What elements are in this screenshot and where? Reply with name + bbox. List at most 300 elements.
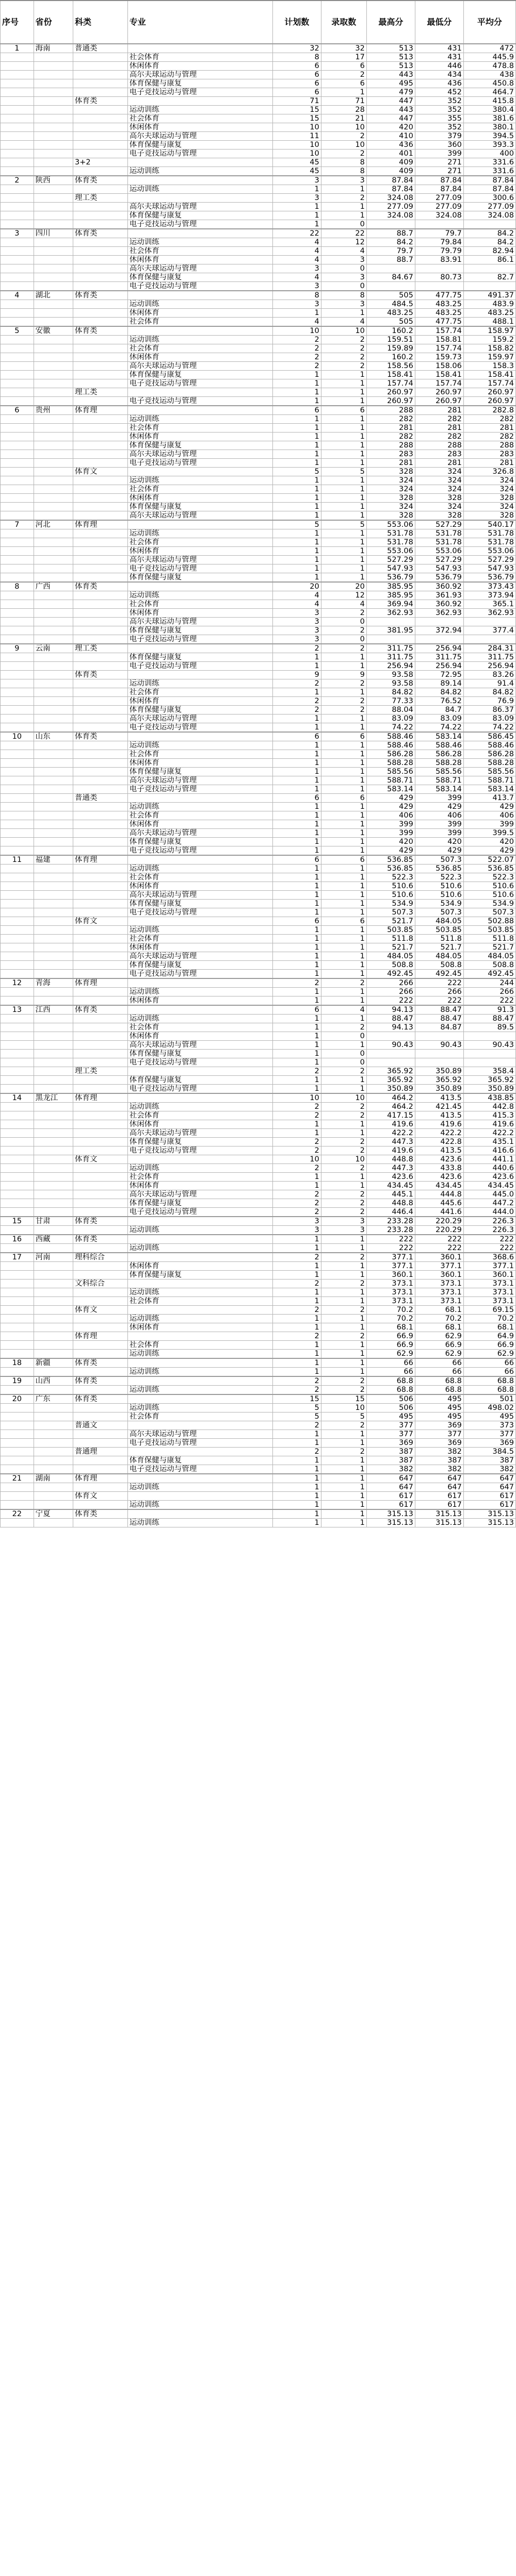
table-row — [1, 671, 516, 679]
major-cell: 运动训练 — [127, 988, 272, 996]
min-score-cell — [415, 1032, 463, 1041]
admitted-cell: 6 — [321, 794, 366, 803]
category-cell — [73, 556, 128, 564]
category-cell — [73, 1368, 128, 1377]
table-row — [1, 1103, 516, 1111]
min-score-cell: 352 — [415, 106, 463, 114]
province-cell — [34, 71, 73, 79]
min-score-cell: 220.29 — [415, 1226, 463, 1235]
min-score-cell: 617 — [415, 1501, 463, 1510]
seq-cell — [1, 114, 34, 123]
min-score-cell: 66 — [415, 1368, 463, 1377]
province-cell — [34, 114, 73, 123]
admitted-cell: 8 — [321, 158, 366, 167]
admitted-cell: 1 — [321, 388, 366, 397]
category-cell — [73, 891, 128, 900]
min-score-cell: 617 — [415, 1492, 463, 1501]
plan-cell: 1 — [272, 1271, 321, 1279]
seq-cell — [1, 53, 34, 62]
min-score-cell — [415, 220, 463, 229]
seq-cell — [1, 388, 34, 397]
category-cell — [73, 697, 128, 706]
avg-score-cell: 66 — [463, 1368, 515, 1377]
category-cell: 体育类 — [73, 582, 128, 591]
table-row — [1, 714, 516, 723]
major-cell: 运动训练 — [127, 476, 272, 485]
province-cell — [34, 996, 73, 1006]
province-cell — [34, 865, 73, 873]
admitted-cell: 1 — [321, 935, 366, 943]
seq-cell — [1, 1368, 34, 1377]
admitted-cell: 10 — [321, 1404, 366, 1412]
max-score-cell: 87.84 — [366, 185, 415, 194]
plan-cell: 1 — [272, 459, 321, 468]
province-cell — [34, 1332, 73, 1341]
min-score-cell: 362.93 — [415, 609, 463, 618]
avg-score-cell: 406 — [463, 811, 515, 820]
avg-score-cell: 284.31 — [463, 644, 515, 653]
max-score-cell: 311.75 — [366, 653, 415, 662]
table-row — [1, 282, 516, 291]
max-score-cell: 406 — [366, 811, 415, 820]
admitted-cell: 1 — [321, 943, 366, 952]
plan-cell: 15 — [272, 106, 321, 114]
category-cell — [73, 1288, 128, 1297]
table-row — [1, 247, 516, 256]
seq-cell — [1, 318, 34, 327]
seq-cell — [1, 952, 34, 961]
table-row — [1, 256, 516, 264]
min-score-cell: 328 — [415, 494, 463, 503]
province-cell — [34, 1404, 73, 1412]
min-score-cell: 434 — [415, 71, 463, 79]
major-cell: 电子竞技运动与管理 — [127, 908, 272, 917]
plan-cell: 2 — [272, 1332, 321, 1341]
seq-cell — [1, 1067, 34, 1076]
table-row — [1, 1501, 516, 1510]
major-cell: 高尔夫球运动与管理 — [127, 71, 272, 79]
major-cell — [127, 978, 272, 988]
plan-cell: 10 — [272, 1155, 321, 1164]
min-score-cell: 377 — [415, 1430, 463, 1439]
avg-score-cell: 419.6 — [463, 1120, 515, 1129]
major-cell: 休闲体育 — [127, 820, 272, 829]
plan-cell: 1 — [272, 1244, 321, 1253]
admitted-cell: 8 — [321, 291, 366, 300]
admitted-cell: 0 — [321, 220, 366, 229]
province-cell — [34, 336, 73, 344]
table-row — [1, 71, 516, 79]
min-score-cell: 588.71 — [415, 776, 463, 785]
category-cell: 体育类 — [73, 326, 128, 336]
seq-cell — [1, 547, 34, 556]
seq-cell — [1, 1448, 34, 1456]
admitted-cell: 1 — [321, 865, 366, 873]
avg-score-cell: 501 — [463, 1394, 515, 1404]
min-score-cell: 406 — [415, 811, 463, 820]
avg-score-cell: 87.84 — [463, 185, 515, 194]
plan-cell: 3 — [272, 282, 321, 291]
min-score-cell: 373.1 — [415, 1297, 463, 1306]
province-cell — [34, 1226, 73, 1235]
max-score-cell: 288 — [366, 406, 415, 415]
avg-score-cell: 434.45 — [463, 1182, 515, 1190]
avg-score-cell: 324 — [463, 485, 515, 494]
province-cell — [34, 750, 73, 759]
plan-cell: 2 — [272, 706, 321, 714]
max-score-cell: 328 — [366, 511, 415, 521]
admitted-cell: 0 — [321, 635, 366, 644]
plan-cell: 1 — [272, 1050, 321, 1058]
plan-cell: 1 — [272, 723, 321, 733]
avg-score-cell: 521.7 — [463, 943, 515, 952]
admitted-cell: 22 — [321, 229, 366, 238]
seq-cell — [1, 476, 34, 485]
province-cell — [34, 759, 73, 768]
category-cell — [73, 123, 128, 132]
avg-score-cell: 157.74 — [463, 379, 515, 388]
seq-cell: 16 — [1, 1235, 34, 1244]
avg-score-cell — [463, 618, 515, 626]
seq-cell — [1, 1412, 34, 1421]
table-row — [1, 441, 516, 450]
plan-cell: 1 — [272, 662, 321, 671]
major-cell — [127, 1376, 272, 1386]
major-cell: 高尔夫球运动与管理 — [127, 203, 272, 211]
table-row — [1, 1386, 516, 1395]
avg-score-cell: 86.37 — [463, 706, 515, 714]
category-cell — [73, 256, 128, 264]
admitted-cell: 1 — [321, 803, 366, 811]
table-row — [1, 53, 516, 62]
min-score-cell: 68.8 — [415, 1376, 463, 1386]
max-score-cell: 586.28 — [366, 750, 415, 759]
table-row — [1, 176, 516, 185]
major-cell: 体育保健与康复 — [127, 838, 272, 846]
avg-score-cell: 450.8 — [463, 79, 515, 88]
category-cell: 文科综合 — [73, 1279, 128, 1288]
plan-cell: 1 — [272, 741, 321, 750]
category-cell — [73, 741, 128, 750]
min-score-cell: 495 — [415, 1394, 463, 1404]
table-row — [1, 644, 516, 653]
max-score-cell: 445.1 — [366, 1190, 415, 1199]
admitted-cell: 1 — [321, 1120, 366, 1129]
plan-cell: 3 — [272, 300, 321, 309]
major-cell: 电子竞技运动与管理 — [127, 1146, 272, 1155]
seq-cell — [1, 917, 34, 926]
seq-cell — [1, 626, 34, 635]
max-score-cell — [366, 635, 415, 644]
avg-score-cell: 531.78 — [463, 529, 515, 538]
plan-cell: 1 — [272, 873, 321, 882]
province-cell — [34, 1501, 73, 1510]
category-cell — [73, 1271, 128, 1279]
plan-cell: 1 — [272, 564, 321, 573]
province-cell — [34, 846, 73, 856]
province-cell: 广西 — [34, 582, 73, 591]
major-cell — [127, 44, 272, 53]
province-cell — [34, 123, 73, 132]
table-row — [1, 785, 516, 794]
seq-cell — [1, 433, 34, 441]
major-cell: 体育保健与康复 — [127, 573, 272, 583]
province-cell — [34, 1323, 73, 1332]
province-cell — [34, 556, 73, 564]
seq-cell — [1, 908, 34, 917]
major-cell: 运动训练 — [127, 185, 272, 194]
max-score-cell: 88.7 — [366, 229, 415, 238]
max-score-cell: 260.97 — [366, 388, 415, 397]
plan-cell: 11 — [272, 132, 321, 141]
admitted-cell: 1 — [321, 785, 366, 794]
admitted-cell: 6 — [321, 406, 366, 415]
avg-score-cell: 350.89 — [463, 1085, 515, 1094]
admitted-cell: 1 — [321, 970, 366, 979]
min-score-cell: 483.25 — [415, 300, 463, 309]
category-cell: 体育文 — [73, 1306, 128, 1315]
min-score-cell: 527.29 — [415, 520, 463, 529]
admitted-cell: 1 — [321, 961, 366, 970]
admitted-cell: 1 — [321, 1129, 366, 1138]
plan-cell: 2 — [272, 1448, 321, 1456]
avg-score-cell: 416.6 — [463, 1146, 515, 1155]
min-score-cell: 507.3 — [415, 908, 463, 917]
table-row — [1, 846, 516, 856]
min-score-cell: 521.7 — [415, 943, 463, 952]
province-cell — [34, 952, 73, 961]
max-score-cell: 158.56 — [366, 362, 415, 371]
avg-score-cell: 373.1 — [463, 1297, 515, 1306]
admitted-cell: 2 — [321, 1067, 366, 1076]
max-score-cell: 90.43 — [366, 1041, 415, 1050]
max-score-cell: 84.82 — [366, 688, 415, 697]
seq-cell — [1, 1085, 34, 1094]
max-score-cell: 66 — [366, 1368, 415, 1377]
admitted-cell: 1 — [321, 1085, 366, 1094]
plan-cell: 1 — [272, 829, 321, 838]
table-row — [1, 388, 516, 397]
province-cell — [34, 679, 73, 688]
major-cell: 电子竞技运动与管理 — [127, 785, 272, 794]
province-cell — [34, 688, 73, 697]
seq-cell — [1, 988, 34, 996]
table-row — [1, 952, 516, 961]
min-score-cell: 84.87 — [415, 1023, 463, 1032]
category-cell — [73, 1501, 128, 1510]
province-cell — [34, 908, 73, 917]
category-cell — [73, 1404, 128, 1412]
table-row — [1, 1404, 516, 1412]
min-score-cell: 84.82 — [415, 688, 463, 697]
seq-cell — [1, 344, 34, 353]
plan-cell: 20 — [272, 582, 321, 591]
category-cell — [73, 785, 128, 794]
admitted-cell: 2 — [321, 1253, 366, 1262]
max-score-cell: 387 — [366, 1448, 415, 1456]
max-score-cell: 553.06 — [366, 547, 415, 556]
admitted-cell: 0 — [321, 1032, 366, 1041]
category-cell: 体育文 — [73, 917, 128, 926]
table-row — [1, 273, 516, 282]
max-score-cell: 94.13 — [366, 1023, 415, 1032]
min-score-cell: 382 — [415, 1448, 463, 1456]
category-cell — [73, 336, 128, 344]
province-cell — [34, 1085, 73, 1094]
major-cell: 休闲体育 — [127, 123, 272, 132]
max-score-cell: 256.94 — [366, 662, 415, 671]
seq-cell — [1, 415, 34, 424]
seq-cell — [1, 256, 34, 264]
admitted-cell: 1 — [321, 503, 366, 511]
avg-score-cell: 222 — [463, 996, 515, 1006]
plan-cell: 1 — [272, 388, 321, 397]
avg-score-cell: 365.1 — [463, 600, 515, 609]
min-score-cell: 158.06 — [415, 362, 463, 371]
major-cell — [127, 1005, 272, 1015]
plan-cell: 1 — [272, 1076, 321, 1085]
province-cell — [34, 1306, 73, 1315]
seq-cell — [1, 679, 34, 688]
seq-cell — [1, 573, 34, 583]
max-score-cell: 377 — [366, 1421, 415, 1430]
max-score-cell: 79.7 — [366, 247, 415, 256]
table-row — [1, 1271, 516, 1279]
min-score-cell: 379 — [415, 132, 463, 141]
min-score-cell: 222 — [415, 978, 463, 988]
plan-cell: 1 — [272, 485, 321, 494]
table-row — [1, 406, 516, 415]
min-score-cell: 423.6 — [415, 1173, 463, 1182]
province-cell — [34, 282, 73, 291]
admitted-cell: 1 — [321, 1262, 366, 1271]
max-score-cell: 505 — [366, 291, 415, 300]
category-cell — [73, 873, 128, 882]
major-cell — [127, 1394, 272, 1404]
min-score-cell: 422.2 — [415, 1129, 463, 1138]
max-score-cell: 492.45 — [366, 970, 415, 979]
category-cell — [73, 88, 128, 97]
admitted-cell: 10 — [321, 326, 366, 336]
province-cell — [34, 803, 73, 811]
plan-cell: 3 — [272, 194, 321, 203]
seq-cell — [1, 1058, 34, 1067]
max-score-cell: 324.08 — [366, 194, 415, 203]
province-cell — [34, 723, 73, 733]
admitted-cell: 1 — [321, 1509, 366, 1519]
admitted-cell: 3 — [321, 176, 366, 185]
major-cell: 社会体育 — [127, 424, 272, 433]
category-cell: 体育类 — [73, 1217, 128, 1226]
major-cell: 休闲体育 — [127, 433, 272, 441]
max-score-cell: 588.28 — [366, 759, 415, 768]
admitted-cell: 4 — [321, 247, 366, 256]
admitted-cell: 1 — [321, 573, 366, 583]
admitted-cell: 2 — [321, 1103, 366, 1111]
seq-cell: 14 — [1, 1093, 34, 1103]
min-score-cell: 324.08 — [415, 211, 463, 220]
seq-cell — [1, 714, 34, 723]
admitted-cell: 2 — [321, 344, 366, 353]
admitted-cell: 1 — [321, 529, 366, 538]
major-cell: 运动训练 — [127, 106, 272, 114]
max-score-cell: 266 — [366, 978, 415, 988]
seq-cell — [1, 441, 34, 450]
plan-cell: 1 — [272, 1235, 321, 1244]
max-score-cell: 531.78 — [366, 538, 415, 547]
admitted-cell: 2 — [321, 609, 366, 618]
avg-score-cell: 553.06 — [463, 547, 515, 556]
admitted-cell: 12 — [321, 591, 366, 600]
avg-score-cell: 522.07 — [463, 855, 515, 865]
avg-score-cell — [463, 1058, 515, 1067]
seq-cell — [1, 1315, 34, 1323]
header-plan: 计划数 — [272, 1, 321, 44]
avg-score-cell: 328 — [463, 511, 515, 521]
major-cell: 社会体育 — [127, 485, 272, 494]
admitted-cell: 32 — [321, 44, 366, 53]
major-cell — [127, 1067, 272, 1076]
seq-cell: 17 — [1, 1253, 34, 1262]
min-score-cell: 62.9 — [415, 1350, 463, 1359]
category-cell — [73, 106, 128, 114]
min-score-cell: 360.1 — [415, 1253, 463, 1262]
min-score-cell: 446 — [415, 62, 463, 71]
seq-cell: 5 — [1, 326, 34, 336]
province-cell — [34, 397, 73, 406]
max-score-cell: 68.8 — [366, 1386, 415, 1395]
max-score-cell: 66.9 — [366, 1341, 415, 1350]
province-cell — [34, 1067, 73, 1076]
min-score-cell: 508.8 — [415, 961, 463, 970]
max-score-cell: 222 — [366, 996, 415, 1006]
max-score-cell: 536.79 — [366, 573, 415, 583]
seq-cell — [1, 503, 34, 511]
plan-cell: 1 — [272, 1341, 321, 1350]
max-score-cell: 157.74 — [366, 379, 415, 388]
major-cell: 休闲体育 — [127, 1120, 272, 1129]
major-cell: 社会体育 — [127, 1341, 272, 1350]
category-cell — [73, 1315, 128, 1323]
category-cell — [73, 1111, 128, 1120]
category-cell — [73, 494, 128, 503]
province-cell — [34, 415, 73, 424]
admitted-cell: 3 — [321, 1226, 366, 1235]
category-cell — [73, 1483, 128, 1492]
major-cell — [127, 1279, 272, 1288]
max-score-cell: 373.1 — [366, 1279, 415, 1288]
plan-cell: 6 — [272, 406, 321, 415]
avg-score-cell: 66 — [463, 1358, 515, 1368]
province-cell — [34, 1015, 73, 1023]
avg-score-cell: 394.5 — [463, 132, 515, 141]
avg-score-cell: 260.97 — [463, 388, 515, 397]
max-score-cell: 410 — [366, 132, 415, 141]
province-cell — [34, 829, 73, 838]
seq-cell — [1, 141, 34, 149]
category-cell — [73, 626, 128, 635]
plan-cell: 3 — [272, 609, 321, 618]
admitted-cell: 1 — [321, 450, 366, 459]
province-cell — [34, 1076, 73, 1085]
admitted-cell: 8 — [321, 167, 366, 176]
seq-cell — [1, 1199, 34, 1208]
max-score-cell: 521.7 — [366, 917, 415, 926]
province-cell — [34, 379, 73, 388]
max-score-cell: 419.6 — [366, 1120, 415, 1129]
header-admitted: 录取数 — [321, 1, 366, 44]
province-cell — [34, 149, 73, 158]
